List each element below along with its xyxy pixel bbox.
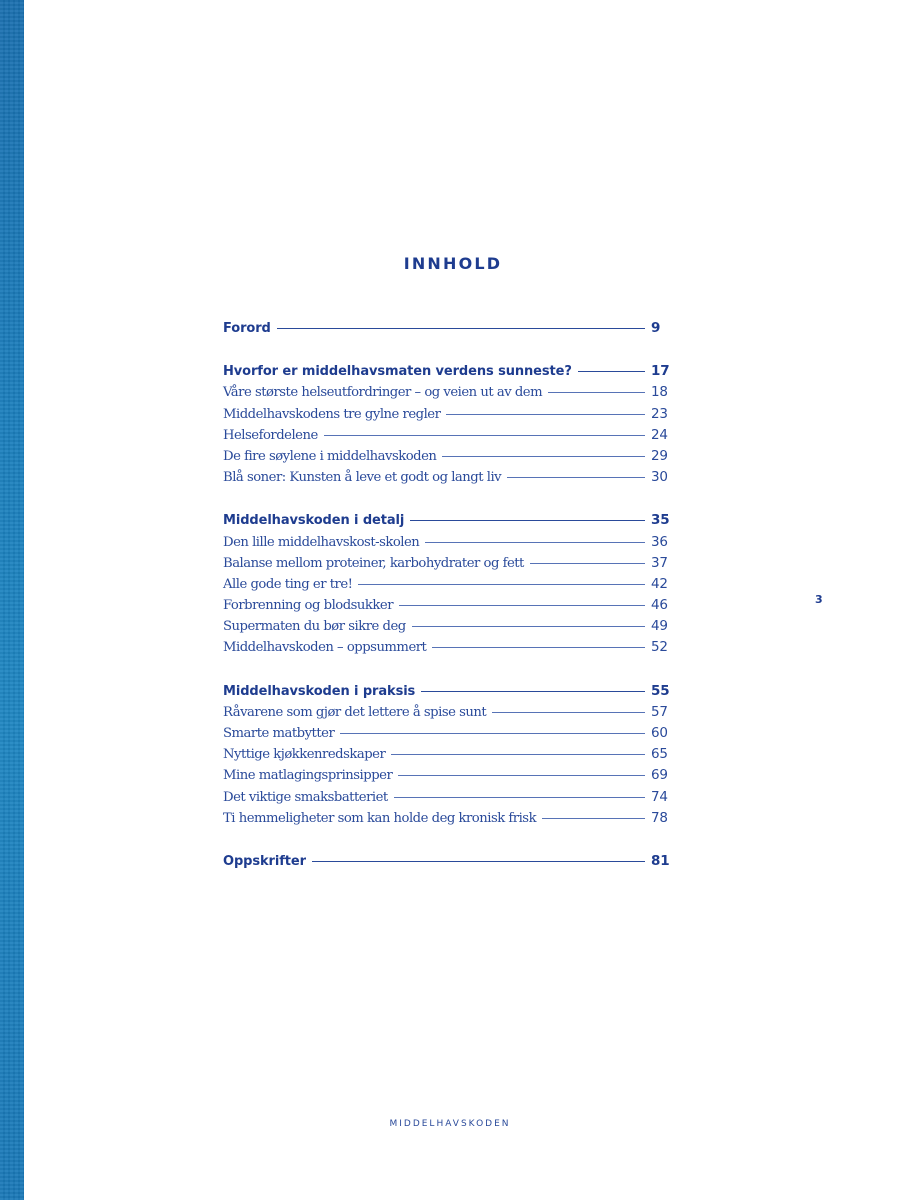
toc-heading[interactable] xyxy=(223,318,673,339)
toc-page-number: 69 xyxy=(651,767,668,784)
toc-entry-label: Ti hemmeligheter som kan holde deg kronisk frisk xyxy=(223,810,537,826)
toc-section-hvorfor xyxy=(223,361,673,488)
toc-entry[interactable] xyxy=(223,404,673,425)
leader-line xyxy=(399,605,645,606)
leader-line xyxy=(507,477,645,478)
toc-heading-label: Middelhavskoden i praksis xyxy=(223,683,416,699)
toc-page-number: 46 xyxy=(651,597,668,614)
running-footer: MIDDELHAVSKODEN xyxy=(389,1119,511,1129)
toc-section-detalj xyxy=(223,510,673,658)
toc-entry-label: Nyttige kjøkkenredskaper xyxy=(223,747,386,763)
leader-line xyxy=(277,328,645,329)
toc-entry-label: Råvarene som gjør det lettere å spise sunt xyxy=(223,704,487,720)
toc-page-number: 65 xyxy=(651,746,668,763)
leader-line xyxy=(358,584,645,585)
toc-page-number: 42 xyxy=(651,575,668,592)
toc-entry-label: Forbrenning og blodsukker xyxy=(223,598,394,614)
toc-heading[interactable] xyxy=(223,361,673,382)
toc-entry[interactable] xyxy=(223,532,673,553)
leader-line xyxy=(542,818,645,819)
toc-entry[interactable] xyxy=(223,382,673,403)
toc-entry-label: Blå soner: Kunsten å leve et godt og langt liv xyxy=(223,470,502,486)
blue-page-edge xyxy=(0,0,24,1200)
toc-heading[interactable] xyxy=(223,681,673,702)
toc-entry-label: Supermaten du bør sikre deg xyxy=(223,619,406,635)
toc-entry[interactable] xyxy=(223,723,673,744)
leader-line xyxy=(324,435,645,436)
toc-section-oppskrifter xyxy=(223,851,673,872)
toc-page-number: 36 xyxy=(651,533,668,550)
toc-entry[interactable] xyxy=(223,553,673,574)
leader-line xyxy=(530,563,645,564)
toc-page-number: 23 xyxy=(651,405,668,422)
toc-entry-label: De fire søylene i middelhavskoden xyxy=(223,448,437,464)
leader-line xyxy=(312,861,645,862)
toc-heading-label: Hvorfor er middelhavsmaten verdens sunneste? xyxy=(223,364,572,380)
toc-page-number: 37 xyxy=(651,554,668,571)
leader-line xyxy=(410,520,645,521)
toc-page-number: 74 xyxy=(651,788,668,805)
toc-entry-label: Middelhavskodens tre gylne regler xyxy=(223,406,441,422)
leader-line xyxy=(548,392,645,393)
toc-heading[interactable] xyxy=(223,510,673,531)
toc-entry[interactable] xyxy=(223,787,673,808)
leader-line xyxy=(578,371,645,372)
toc-page-number: 78 xyxy=(651,809,668,826)
toc-entry-label: Smarte matbytter xyxy=(223,726,335,741)
toc-entry-label: Den lille middelhavskost-skolen xyxy=(223,534,420,550)
toc-heading-label: Oppskrifter xyxy=(223,853,306,869)
toc-section-praksis xyxy=(223,681,673,829)
toc-page-number: 81 xyxy=(651,852,670,869)
toc-heading-label: Middelhavskoden i detalj xyxy=(223,513,405,529)
table-of-contents xyxy=(223,318,673,894)
leader-line xyxy=(446,414,645,415)
leader-line xyxy=(442,456,645,457)
toc-page-number: 29 xyxy=(651,447,668,464)
toc-entry[interactable] xyxy=(223,616,673,637)
toc-page-number: 49 xyxy=(651,618,668,635)
toc-page-number: 18 xyxy=(651,384,668,401)
leader-line xyxy=(398,775,645,776)
toc-heading[interactable] xyxy=(223,851,673,872)
toc-page-number: 30 xyxy=(651,469,668,486)
toc-entry[interactable] xyxy=(223,637,673,658)
toc-entry[interactable] xyxy=(223,744,673,765)
toc-entry[interactable] xyxy=(223,595,673,616)
toc-entry-label: Balanse mellom proteiner, karbohydrater og fett xyxy=(223,555,524,571)
toc-page-number: 24 xyxy=(651,426,668,443)
toc-entry[interactable] xyxy=(223,765,673,786)
toc-page-number: 9 xyxy=(651,320,661,336)
toc-page-number: 17 xyxy=(651,363,670,380)
toc-entry[interactable] xyxy=(223,467,673,488)
leader-line xyxy=(421,691,645,692)
toc-page-number: 57 xyxy=(651,703,668,720)
toc-page-number: 35 xyxy=(651,512,670,529)
toc-entry-label: Middelhavskoden – oppsummert xyxy=(223,640,427,656)
toc-page-number: 55 xyxy=(651,682,670,699)
toc-heading-label: Forord xyxy=(223,321,271,336)
leader-line xyxy=(425,542,645,543)
toc-entry[interactable] xyxy=(223,702,673,723)
toc-entry-label: Alle gode ting er tre! xyxy=(223,576,353,592)
leader-line xyxy=(340,733,645,734)
toc-entry[interactable] xyxy=(223,446,673,467)
toc-entry-label: Mine matlagingsprinsipper xyxy=(223,768,393,784)
toc-page-number: 52 xyxy=(651,639,668,656)
leader-line xyxy=(432,647,645,648)
toc-section-forord xyxy=(223,318,673,339)
page-title: INNHOLD xyxy=(403,254,503,273)
leader-line xyxy=(412,626,645,627)
folio-page-number: 3 xyxy=(815,593,823,606)
leader-line xyxy=(394,797,645,798)
leader-line xyxy=(492,712,645,713)
toc-entry[interactable] xyxy=(223,808,673,829)
toc-page-number: 60 xyxy=(651,725,668,741)
leader-line xyxy=(391,754,645,755)
toc-entry[interactable] xyxy=(223,574,673,595)
toc-entry-label: Helsefordelene xyxy=(223,427,318,443)
toc-entry[interactable] xyxy=(223,425,673,446)
toc-entry-label: Våre største helseutfordringer – og veien ut av dem xyxy=(223,385,543,401)
toc-entry-label: Det viktige smaksbatteriet xyxy=(223,789,388,805)
